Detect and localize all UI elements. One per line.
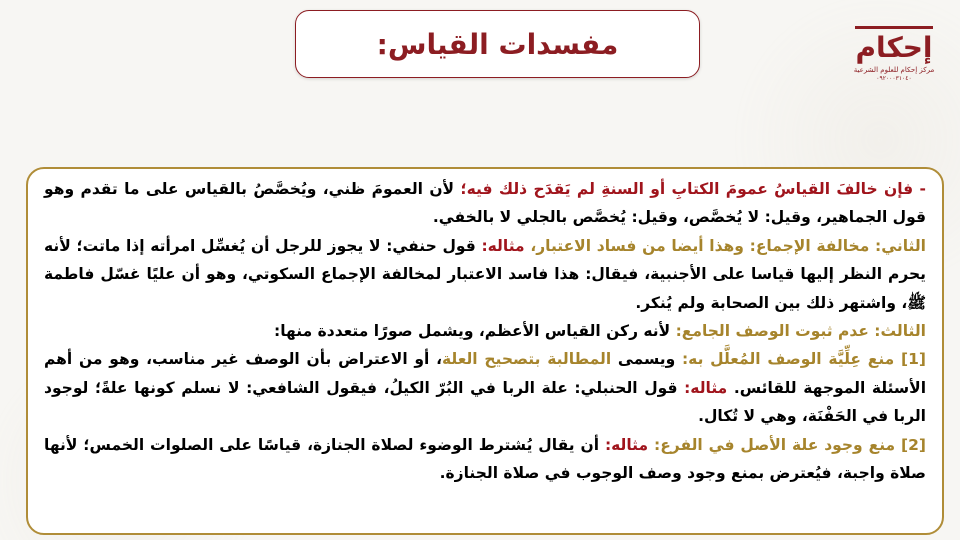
content-box [26,167,944,535]
p4-example-label: مثاله: [684,378,734,397]
p4-highlight: المطالبة بتصحيح العلة [442,350,612,369]
p4-rest2: قول الحنبلي: علة الربا في البُرّ الكيلُ، فيقول الشافعي: لا نسلم كونها علةً؛ لوجود الربا في الحَفْنَة، وهي لا تُكال. [44,378,926,426]
paragraph-1 [44,175,926,232]
paragraph-3 [44,317,926,345]
p4-rest1: ، أو الاعتراض بأن الوصف غير مناسب، وهو من أهم الأسئلة الموجهة للقائس. [44,350,927,397]
logo-number: ٠٩٢٠٠٠٣١٠٤٠ [876,75,912,82]
p4-mid: ويسمى [611,350,682,369]
p2-lead: الثاني: مخالفة الإجماع: وهذا أيضا من فساد الاعتبار، [530,236,926,255]
logo-mark: إحكام [855,26,932,65]
logo-subtitle: مركز إحكام للعلوم الشرعية [853,66,935,74]
p5-example-label: مثاله: [604,435,655,454]
p1-lead: - فإن خالفَ القياسُ عمومَ الكتابِ أو السنةِ لم يَقدَح ذلك فيه؛ [460,180,926,198]
p5-rest: أن يقال يُشترط الوضوء لصلاة الجنازة، قياسًا على الصلوات الخمس؛ لأنها صلاة واجبة، فيُعترض بمنع وجود وصف الوجوب في صلاة الجنازة. [44,435,926,483]
p5-lead: [2] منع وجود علة الأصل في الفرع: [654,435,927,454]
p4-lead: [1] منع عِلِّيَّة الوصف المُعلَّل به: [681,350,926,369]
content-text [44,175,926,487]
p1-rest: لأن العمومَ ظني، ويُخصَّصُ بالقياس على ما تقدم وهو قول الجماهير، وقيل: لا يُخصَّص، وقيل: يُخصَّص بالجلي لا بالخفي. [44,180,926,227]
page-title: مفسدات القياس: [376,27,619,61]
paragraph-2 [44,232,926,317]
p3-lead: الثالث: عدم ثبوت الوصف الجامع: [675,322,926,341]
logo [848,26,940,96]
paragraph-4 [44,345,926,430]
p2-example-label: مثاله: [481,236,531,255]
p2-rest: قول حنفي: لا يجوز للرجل أن يُغسِّل امرأته إذا ماتت؛ لأنه يحرم النظر إليها قياسا على الأجنبية، فيقال: هذا فاسد الاعتبار لمخالفة الإجماع السكوتي، وهو أن عليًا غسّل فاطمة ﷺ، واشتهر ذلك بين الصحابة ولم يُنكر. [44,236,926,312]
paragraph-5 [44,431,926,488]
p3-rest: لأنه ركن القياس الأعظم، ويشمل صورًا متعددة منها: [274,322,676,341]
title-box [295,10,700,78]
